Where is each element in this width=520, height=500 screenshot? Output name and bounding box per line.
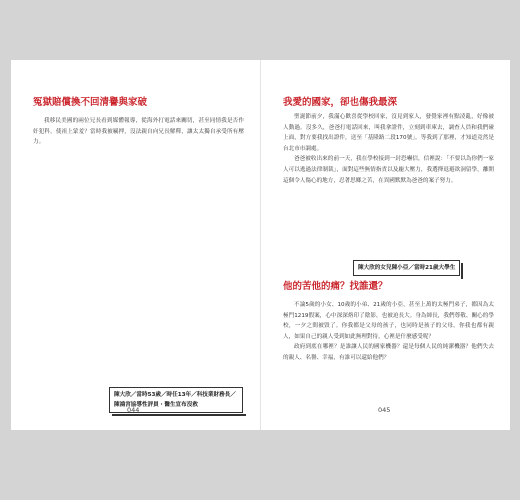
right-page-body-2 (283, 300, 494, 396)
right-page-title-1: 我愛的國家，卻也傷我最深 (283, 97, 398, 108)
right-photo-caption: 陳大欣的女兒陳小亞／當時21歲大學生 (353, 260, 460, 276)
left-photo-caption: 陳大欣／當時53歲／時任13年／科技業財務長／陳鴻宮協導性評員・醫生宣布沒救 (109, 387, 243, 413)
right-paragraph-4: 政府到底在哪裡？是誰讓人民的國家機器？還是每個人民的純潔機器？他們失去的親人、名譽、幸福，有誰可以還給他們？ (283, 344, 494, 361)
left-page (11, 60, 260, 430)
left-paragraph-1: 我移民美國的兩位兄長看到媒體報導，從海外打電話來關切，甚至同情我是否作奸犯科，使祖上蒙羞？當時我被羈押，沒法親自向兄長解釋，讓太太獨自承受所有壓力。 (33, 118, 244, 146)
right-paragraph-2: 爸爸被收出來的前一天，我在學校接到一封恐嚇信，信裡說：「不要以為你們一家人可以逃過法律制裁」，面對這些無情指責以及龐大壓力，我選擇退避欲洞留學，離開這個令人傷心的地方，忍著思鄉之苦，在異國默默為爸爸的案子努力。 (283, 156, 494, 184)
right-page (261, 60, 510, 430)
right-paragraph-3: 不論5歲的小女、10歲的小弟、21歲的小亞，甚至上萬的太極門弟子，都因為太極門1219假案，心中深深烙印了陰影，也被迫長大。身為師長，我們尊敬、關心的學校，一夕之間被毀了。你我都是父母的孩子，也同時是孩子的父母，你我也都有親人，如果自己的親人受到如此無理對待，心裡是什麼感受呢？ (283, 302, 494, 340)
right-page-number: 045 (378, 406, 391, 414)
right-page-body-1 (283, 112, 494, 252)
left-page-title: 冤獄賠償換不回清譽與家破 (33, 97, 148, 108)
left-page-number: 044 (127, 406, 140, 414)
left-page-body (33, 116, 244, 348)
right-paragraph-1: 聖誕節前夕，我滿心歡喜從學校回家，沒見到家人，發覺家裡有點凌亂，好像被人動過。沒多久，爸爸打電話回來，叫我拿證件，立刻到車庫去，調查人員和我們碰上面，對方要我找出證件，送至「基隆路二段170號」。等我到了那裡，才知道竟然是台北市市調處。 (283, 114, 494, 152)
right-page-title-2: 他的苦他的痛？找誰還？ (283, 281, 388, 292)
